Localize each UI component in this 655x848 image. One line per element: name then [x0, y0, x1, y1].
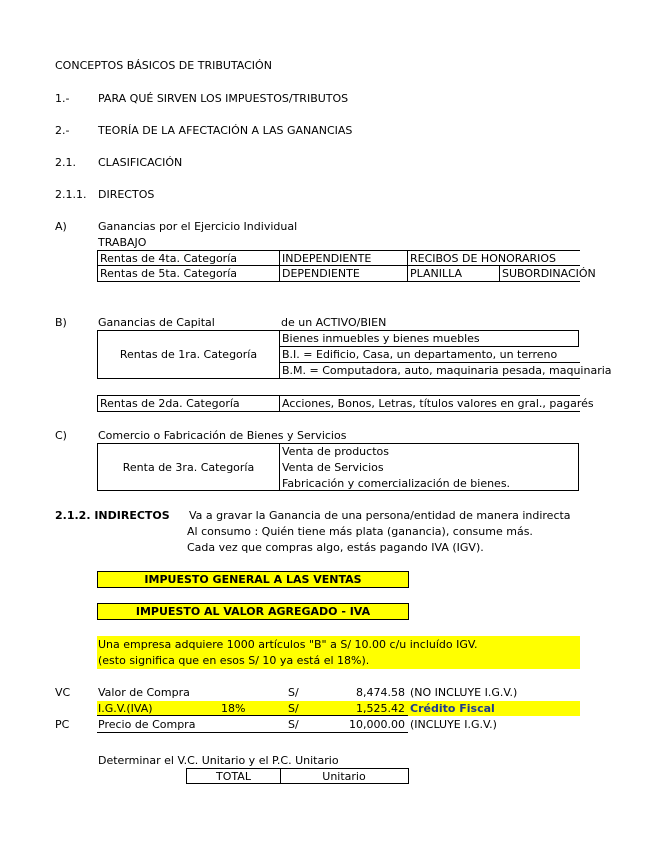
- col-unit-header: Unitario: [280, 768, 409, 784]
- document-title: CONCEPTOS BÁSICOS DE TRIBUTACIÓN: [55, 59, 272, 72]
- example-line-1: Una empresa adquiere 1000 artículos "B" a S/ 10.00 c/u incluído IGV.: [98, 638, 478, 651]
- indirectos-label: 2.1.2. INDIRECTOS: [55, 509, 170, 522]
- section-b-heading: Ganancias de Capital: [98, 316, 215, 329]
- outline-text-4: DIRECTOS: [98, 188, 155, 201]
- vc-code: VC: [55, 686, 71, 699]
- table-cell: Rentas de 4ta. Categoría: [97, 250, 280, 266]
- pc-row-underline: [97, 719, 408, 733]
- section-b-heading-right: de un ACTIVO/BIEN: [281, 316, 387, 329]
- pc-note: (INCLUYE I.G.V.): [410, 718, 497, 731]
- vc-currency: S/: [288, 686, 299, 699]
- iva-title-box: IMPUESTO AL VALOR AGREGADO - IVA: [97, 603, 409, 620]
- table-cell: B.I. = Edificio, Casa, un departamento, un terreno: [280, 347, 580, 363]
- igv-amount: 1,525.42: [356, 702, 405, 715]
- table-cell: Rentas de 5ta. Categoría: [97, 266, 280, 282]
- indirectos-line-1: Va a gravar la Ganancia de una persona/entidad de manera indirecta: [189, 509, 571, 522]
- outline-text-2: TEORÍA DE LA AFECTACIÓN A LAS GANANCIAS: [98, 124, 353, 137]
- igv-title-box: IMPUESTO GENERAL A LAS VENTAS: [97, 571, 409, 588]
- table-cell: PLANILLA: [408, 266, 500, 282]
- table-cell: RECIBOS DE HONORARIOS: [408, 250, 580, 266]
- col-total-header: TOTAL: [186, 768, 281, 784]
- table-cell: B.M. = Computadora, auto, maquinaria pesada, maquinaria: [282, 364, 612, 377]
- cat1-label-cell: Rentas de 1ra. Categoría: [97, 330, 280, 379]
- outline-text-3: CLASIFICACIÓN: [98, 156, 183, 169]
- determine-text: Determinar el V.C. Unitario y el P.C. Unitario: [98, 754, 339, 767]
- section-c-heading: Comercio o Fabricación de Bienes y Servicios: [98, 429, 347, 442]
- table-cell: Acciones, Bonos, Letras, títulos valores en gral., pagarés: [282, 397, 594, 410]
- cat3-lines-cell: Venta de productos Venta de Servicios Fabricación y comercialización de bienes.: [280, 443, 579, 491]
- cat3-label-cell: Renta de 3ra. Categoría: [97, 443, 280, 491]
- vc-label: Valor de Compra: [98, 686, 190, 699]
- section-a-letter: A): [55, 220, 67, 233]
- vc-note: (NO INCLUYE I.G.V.): [410, 686, 518, 699]
- vc-amount: 8,474.58: [356, 686, 405, 699]
- pc-currency: S/: [288, 718, 299, 731]
- outline-num-3: 2.1.: [55, 156, 76, 169]
- example-line-2: (esto significa que en esos S/ 10 ya está el 18%).: [98, 654, 370, 667]
- outline-num-2: 2.-: [55, 124, 70, 137]
- table-cell: INDEPENDIENTE: [280, 250, 408, 266]
- section-c-letter: C): [55, 429, 67, 442]
- outline-num-4: 2.1.1.: [55, 188, 87, 201]
- igv-rate: 18%: [221, 702, 246, 715]
- indirectos-line-2: Al consumo : Quién tiene más plata (ganancia), consume más.: [187, 525, 533, 538]
- table-cell: SUBORDINACIÓN: [502, 267, 596, 280]
- table-cell: Bienes inmuebles y bienes muebles: [280, 330, 579, 347]
- igv-label: I.G.V.(IVA): [98, 702, 153, 715]
- table-cell: DEPENDIENTE: [280, 266, 408, 282]
- outline-text-1: PARA QUÉ SIRVEN LOS IMPUESTOS/TRIBUTOS: [98, 92, 349, 105]
- igv-note: Crédito Fiscal: [410, 702, 495, 715]
- section-a-heading: Ganancias por el Ejercicio Individual: [98, 220, 298, 233]
- section-a-subheading: TRABAJO: [98, 236, 147, 249]
- pc-code: PC: [55, 718, 70, 731]
- igv-currency: S/: [288, 702, 299, 715]
- outline-num-1: 1.-: [55, 92, 70, 105]
- indirectos-line-3: Cada vez que compras algo, estás pagando IVA (IGV).: [187, 541, 484, 554]
- pc-label: Precio de Compra: [98, 718, 196, 731]
- example-highlight: [97, 636, 580, 669]
- pc-amount: 10,000.00: [349, 718, 405, 731]
- cat2-label-cell: Rentas de 2da. Categoría: [97, 395, 280, 412]
- section-b-letter: B): [55, 316, 67, 329]
